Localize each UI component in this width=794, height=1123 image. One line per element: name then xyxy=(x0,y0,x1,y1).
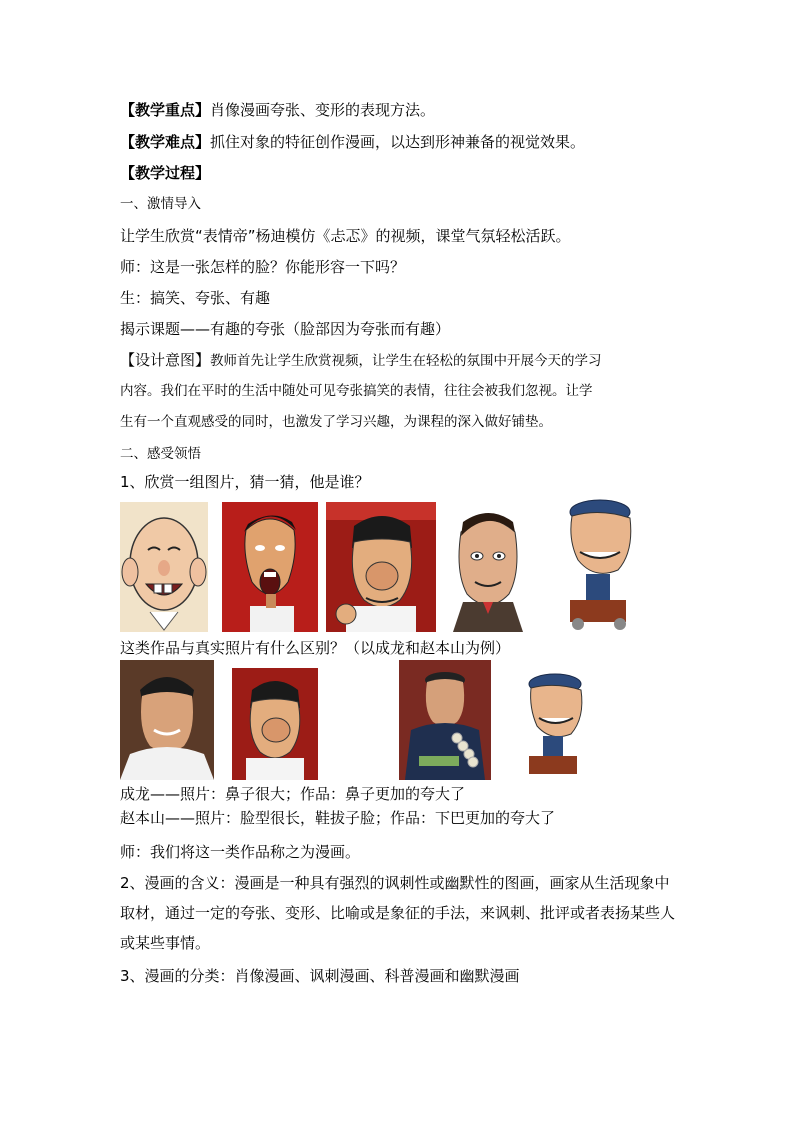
focus-label: 【教学重点】 xyxy=(120,101,211,119)
item3-text: 3、漫画的分类：肖像漫画、讽刺漫画、科普漫画和幽默漫画 xyxy=(120,967,520,985)
difficulty-line xyxy=(120,132,585,152)
focus-text: 肖像漫画夸张、变形的表现方法。 xyxy=(210,101,436,119)
difficulty-text: 抓住对象的特征创作漫画，以达到形神兼备的视觉效果。 xyxy=(210,133,586,151)
chenglong-comparison: 成龙——照片：鼻子很大；作品：鼻子更加的夸大了 xyxy=(120,785,466,803)
zhaobenshan-caricature-image-row1 xyxy=(540,494,640,632)
zhaobenshan-photo-image xyxy=(399,660,491,780)
design-text-1: 教师首先让学生欣赏视频，让学生在轻松的氛围中开展今天的学习 xyxy=(210,353,602,369)
dancer-caricature-image xyxy=(222,502,318,632)
teacher-question-1: 师：这是一张怎样的脸？你能形容一下吗？ xyxy=(120,258,406,276)
bald-caricature-image xyxy=(120,502,208,632)
design-label: 【设计意图】 xyxy=(120,351,211,369)
student-answer-1: 生：搞笑、夸张、有趣 xyxy=(120,289,271,307)
difficulty-label: 【教学难点】 xyxy=(120,133,211,151)
chenglong-photo-image xyxy=(120,660,214,780)
design-line-3: 生有一个直观感受的同时，也激发了学习兴趣，为课程的深入做好铺垫。 xyxy=(120,414,552,430)
focus-line xyxy=(120,100,435,120)
item1-text: 1、欣赏一组图片，猜一猜，他是谁？ xyxy=(120,473,370,491)
mrbean-caricature-image xyxy=(443,502,533,632)
intro-text: 让学生欣赏“表情帝”杨迪模仿《忐忑》的视频，课堂气氛轻松活跃。 xyxy=(120,227,571,245)
design-line-2: 内容。我们在平时的生活中随处可见夸张搞笑的表情，往往会被我们忽视。让学 xyxy=(120,383,593,399)
section1-heading: 一、激情导入 xyxy=(120,196,201,212)
chenglong-caricature-image-row1 xyxy=(326,502,436,632)
zhaobenshan-caricature-image-row2 xyxy=(503,668,589,780)
teacher-name-statement: 师：我们将这一类作品称之为漫画。 xyxy=(120,843,361,861)
item2-paragraph: 2、漫画的含义：漫画是一种具有强烈的讽刺性或幽默性的图画，画家从生活现象中取材，通过一定的夸张、变形、比喻或是象征的手法，来讽刺、批评或者表扬某些人或某些事情。 xyxy=(120,874,676,952)
section2-heading: 二、感受领悟 xyxy=(120,446,201,462)
topic-reveal: 揭示课题——有趣的夸张（脸部因为夸张而有趣） xyxy=(120,320,451,338)
zhaobenshan-comparison: 赵本山——照片：脸型很长，鞋拔子脸；作品：下巴更加的夸大了 xyxy=(120,809,556,827)
question-text: 这类作品与真实照片有什么区别？（以成龙和赵本山为例） xyxy=(120,639,511,657)
chenglong-caricature-image-row2 xyxy=(232,668,318,780)
design-line-1 xyxy=(120,350,602,371)
process-heading: 【教学过程】 xyxy=(120,164,211,182)
